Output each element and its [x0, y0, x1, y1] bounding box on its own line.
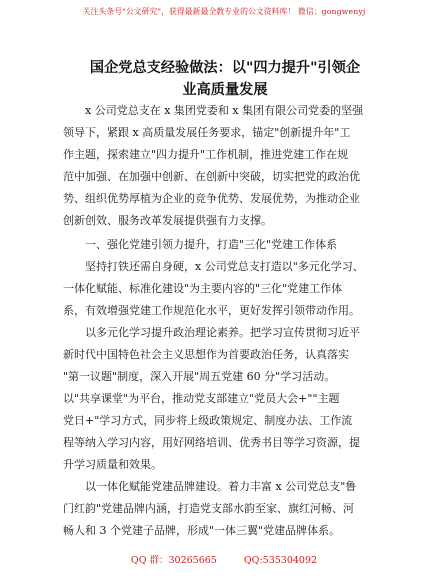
- paragraph-line: 新时代中国特色社会主义思想作为首要政治任务，认真落实: [63, 348, 349, 361]
- paragraph-line: 领导下，紧跟 x 高质量发展任务要求，锚定"创新提升年"工: [63, 126, 351, 139]
- paragraph-diversified-learning: [63, 322, 385, 476]
- paragraph-line: 作主题，探索建立"四力提升"工作机制，推进党建工作在规: [63, 148, 349, 161]
- title-line-1: 国企党总支经验做法：以"四力提升"引领企: [89, 60, 361, 76]
- paragraph-line: 势、组织优势厚植为企业的竞争优势、发展优势，为推动企业: [63, 192, 360, 205]
- footer-contact: [0, 552, 448, 566]
- paragraph-line: 以"共享课堂"为平台，推动党支部建立"党员大会+""主题: [63, 392, 340, 405]
- section-heading-1: [63, 234, 385, 256]
- paragraph-line: 以一体化赋能党建品牌建设。着力丰富 x 公司党总支"鲁: [85, 480, 357, 493]
- paragraph-line: "第一议题"制度，深入开展"周五党建 60 分"学习活动。: [63, 370, 336, 383]
- paragraph-line: 创新创效、服务改革发展提供强有力支撑。: [63, 214, 272, 227]
- paragraph-brand-building: [63, 476, 385, 542]
- paragraph-line: 以多元化学习提升政治理论素养。把学习宣传贯彻习近平: [85, 326, 360, 339]
- qq-group-text: QQ 群：30265665: [130, 555, 217, 566]
- paragraph-line: x 公司党总支在 x 集团党委和 x 集团有限公司党委的坚强: [85, 104, 364, 117]
- paragraph-line: 系，有效增强党建工作规范化水平，更好发挥引领带动作用。: [63, 304, 360, 317]
- paragraph-line: 范中加强、在加强中创新、在创新中突破，切实把党的政治优: [63, 170, 360, 183]
- header-banner: 关注头条号"公文研究"，获得最新最全教专业的公文资料库！ 微信：gongwenyj: [82, 7, 366, 16]
- paragraph-line: 坚持打铁还需自身硬，x 公司党总支打造以"多元化学习、: [85, 260, 364, 273]
- paragraph-line: 党日+"学习方式，同步将上级政策规定、制度办法、工作流: [63, 414, 353, 427]
- paragraph-intro: [63, 100, 385, 232]
- paragraph-line: 一体化赋能、标准化建设"为主要内容的"三化"党建工作体: [63, 282, 343, 295]
- heading-line: 一、强化党建引领力提升，打造"三化"党建工作体系: [85, 238, 338, 251]
- paragraph-line: 升学习质量和效果。: [63, 458, 162, 471]
- title-line-2: 业高质量发展: [182, 82, 268, 98]
- paragraph-line: 畅人和 3 个党建子品牌，形成"一体三翼"党建品牌体系。: [63, 524, 341, 537]
- paragraph-line: 程等纳入学习内容，用好网络培训、优秀书目等学习资源，提: [63, 436, 360, 449]
- paragraph-three-system: [63, 256, 385, 322]
- document-title: [60, 57, 390, 101]
- qq-text: QQ:535304092: [243, 555, 318, 566]
- paragraph-line: 门红韵"党建品牌内涵，打造党支部水韵至家、旗红河畅、河: [63, 502, 355, 515]
